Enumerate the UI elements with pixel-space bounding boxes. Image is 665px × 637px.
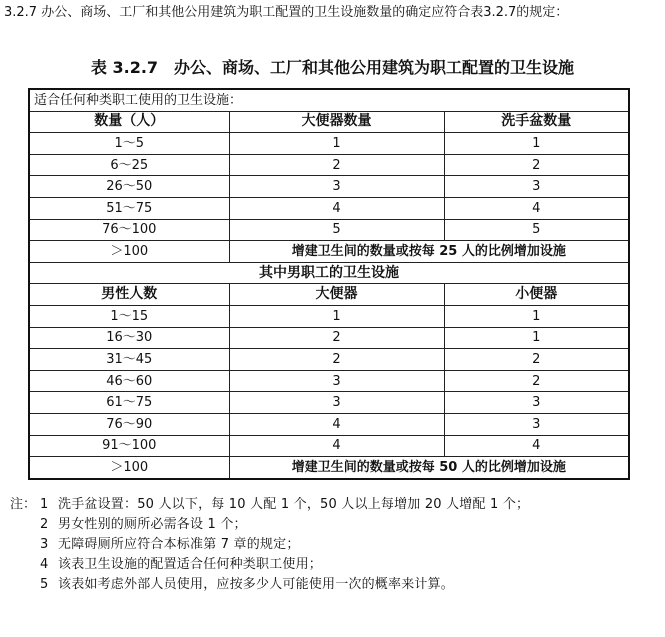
- table-row: [29, 349, 629, 371]
- note-text: 洗手盆设置：50 人以下，每 10 人配 1 个，50 人以上每增加 20 人增配 1 个；: [58, 497, 530, 512]
- section1-title-row: [29, 89, 629, 111]
- cell-toilets: 4: [229, 197, 444, 219]
- sanitary-facilities-table: [28, 88, 630, 480]
- cell-urinals: 2: [444, 370, 629, 392]
- table-row: [29, 133, 629, 155]
- cell-basins: 1: [444, 133, 629, 155]
- section2-header-urinals: 小便器: [444, 284, 629, 306]
- table-row: [29, 197, 629, 219]
- cell-urinals: 4: [444, 435, 629, 457]
- section1-over-text: 增建卫生间的数量或按每 25 人的比例增加设施: [229, 241, 629, 263]
- note-number: 2: [40, 517, 49, 532]
- note-item: [10, 515, 650, 535]
- cell-count: 61～75: [29, 392, 229, 414]
- section1-over-row: [29, 241, 629, 263]
- section1-header-row: [29, 111, 629, 133]
- table-row: [29, 154, 629, 176]
- cell-count: 76～90: [29, 413, 229, 435]
- note-item: [10, 555, 650, 575]
- cell-basins: 5: [444, 219, 629, 241]
- section2-title: 其中男职工的卫生设施: [29, 262, 629, 284]
- cell-urinals: 3: [444, 392, 629, 414]
- section2-title-row: [29, 262, 629, 284]
- table-row: [29, 413, 629, 435]
- table-row: [29, 305, 629, 327]
- section1-title: 适合任何种类职工使用的卫生设施：: [29, 89, 629, 111]
- note-text: 该表如考虑外部人员使用，应按多少人可能使用一次的概率来计算。: [58, 577, 455, 592]
- cell-count: 51～75: [29, 197, 229, 219]
- section1-header-toilets: 大便器数量: [229, 111, 444, 133]
- note-text: 男女性别的厕所必需各设 1 个；: [58, 517, 247, 532]
- cell-urinals: 2: [444, 349, 629, 371]
- table-row: [29, 219, 629, 241]
- table-row: [29, 176, 629, 198]
- table-row: [29, 392, 629, 414]
- cell-count: 76～100: [29, 219, 229, 241]
- cell-count: 26～50: [29, 176, 229, 198]
- section2-header-toilets: 大便器: [229, 284, 444, 306]
- notes-block: [10, 495, 650, 595]
- cell-toilets: 2: [229, 349, 444, 371]
- cell-count: 16～30: [29, 327, 229, 349]
- cell-urinals: 3: [444, 413, 629, 435]
- cell-toilets: 3: [229, 176, 444, 198]
- section2-over-label: ＞100: [29, 457, 229, 479]
- cell-urinals: 1: [444, 327, 629, 349]
- table-caption: 表 3.2.7 办公、商场、工厂和其他公用建筑为职工配置的卫生设施: [90, 58, 575, 77]
- cell-count: 1～15: [29, 305, 229, 327]
- note-item: [10, 495, 650, 515]
- intro-text: 3.2.7 办公、商场、工厂和其他公用建筑为职工配置的卫生设施数量的确定应符合表3.2.7的规定：: [4, 5, 569, 20]
- cell-count: 31～45: [29, 349, 229, 371]
- cell-basins: 2: [444, 154, 629, 176]
- section1-over-label: ＞100: [29, 241, 229, 263]
- cell-count: 91～100: [29, 435, 229, 457]
- cell-toilets: 5: [229, 219, 444, 241]
- table-row: [29, 327, 629, 349]
- table-row: [29, 435, 629, 457]
- note-item: [10, 575, 650, 595]
- notes-prefix: 注：: [10, 497, 37, 512]
- cell-toilets: 4: [229, 435, 444, 457]
- cell-count: 46～60: [29, 370, 229, 392]
- section2-over-row: [29, 457, 629, 479]
- section1-header-basins: 洗手盆数量: [444, 111, 629, 133]
- cell-toilets: 2: [229, 327, 444, 349]
- cell-basins: 4: [444, 197, 629, 219]
- section2-over-text: 增建卫生间的数量或按每 50 人的比例增加设施: [229, 457, 629, 479]
- cell-urinals: 1: [444, 305, 629, 327]
- section1-header-count: 数量（人）: [29, 111, 229, 133]
- cell-count: 6～25: [29, 154, 229, 176]
- note-number: 5: [40, 577, 49, 592]
- cell-toilets: 1: [229, 133, 444, 155]
- note-number: 4: [40, 557, 49, 572]
- cell-toilets: 2: [229, 154, 444, 176]
- note-item: [10, 535, 650, 555]
- cell-toilets: 4: [229, 413, 444, 435]
- note-text: 无障碍厕所应符合本标准第 7 章的规定；: [58, 537, 300, 552]
- note-number: 3: [40, 537, 49, 552]
- note-text: 该表卫生设施的配置适合任何种类职工使用；: [58, 557, 323, 572]
- section2-header-count: 男性人数: [29, 284, 229, 306]
- section2-header-row: [29, 284, 629, 306]
- cell-toilets: 3: [229, 370, 444, 392]
- cell-toilets: 3: [229, 392, 444, 414]
- cell-basins: 3: [444, 176, 629, 198]
- note-number: 1: [40, 497, 49, 512]
- cell-count: 1～5: [29, 133, 229, 155]
- cell-toilets: 1: [229, 305, 444, 327]
- table-row: [29, 370, 629, 392]
